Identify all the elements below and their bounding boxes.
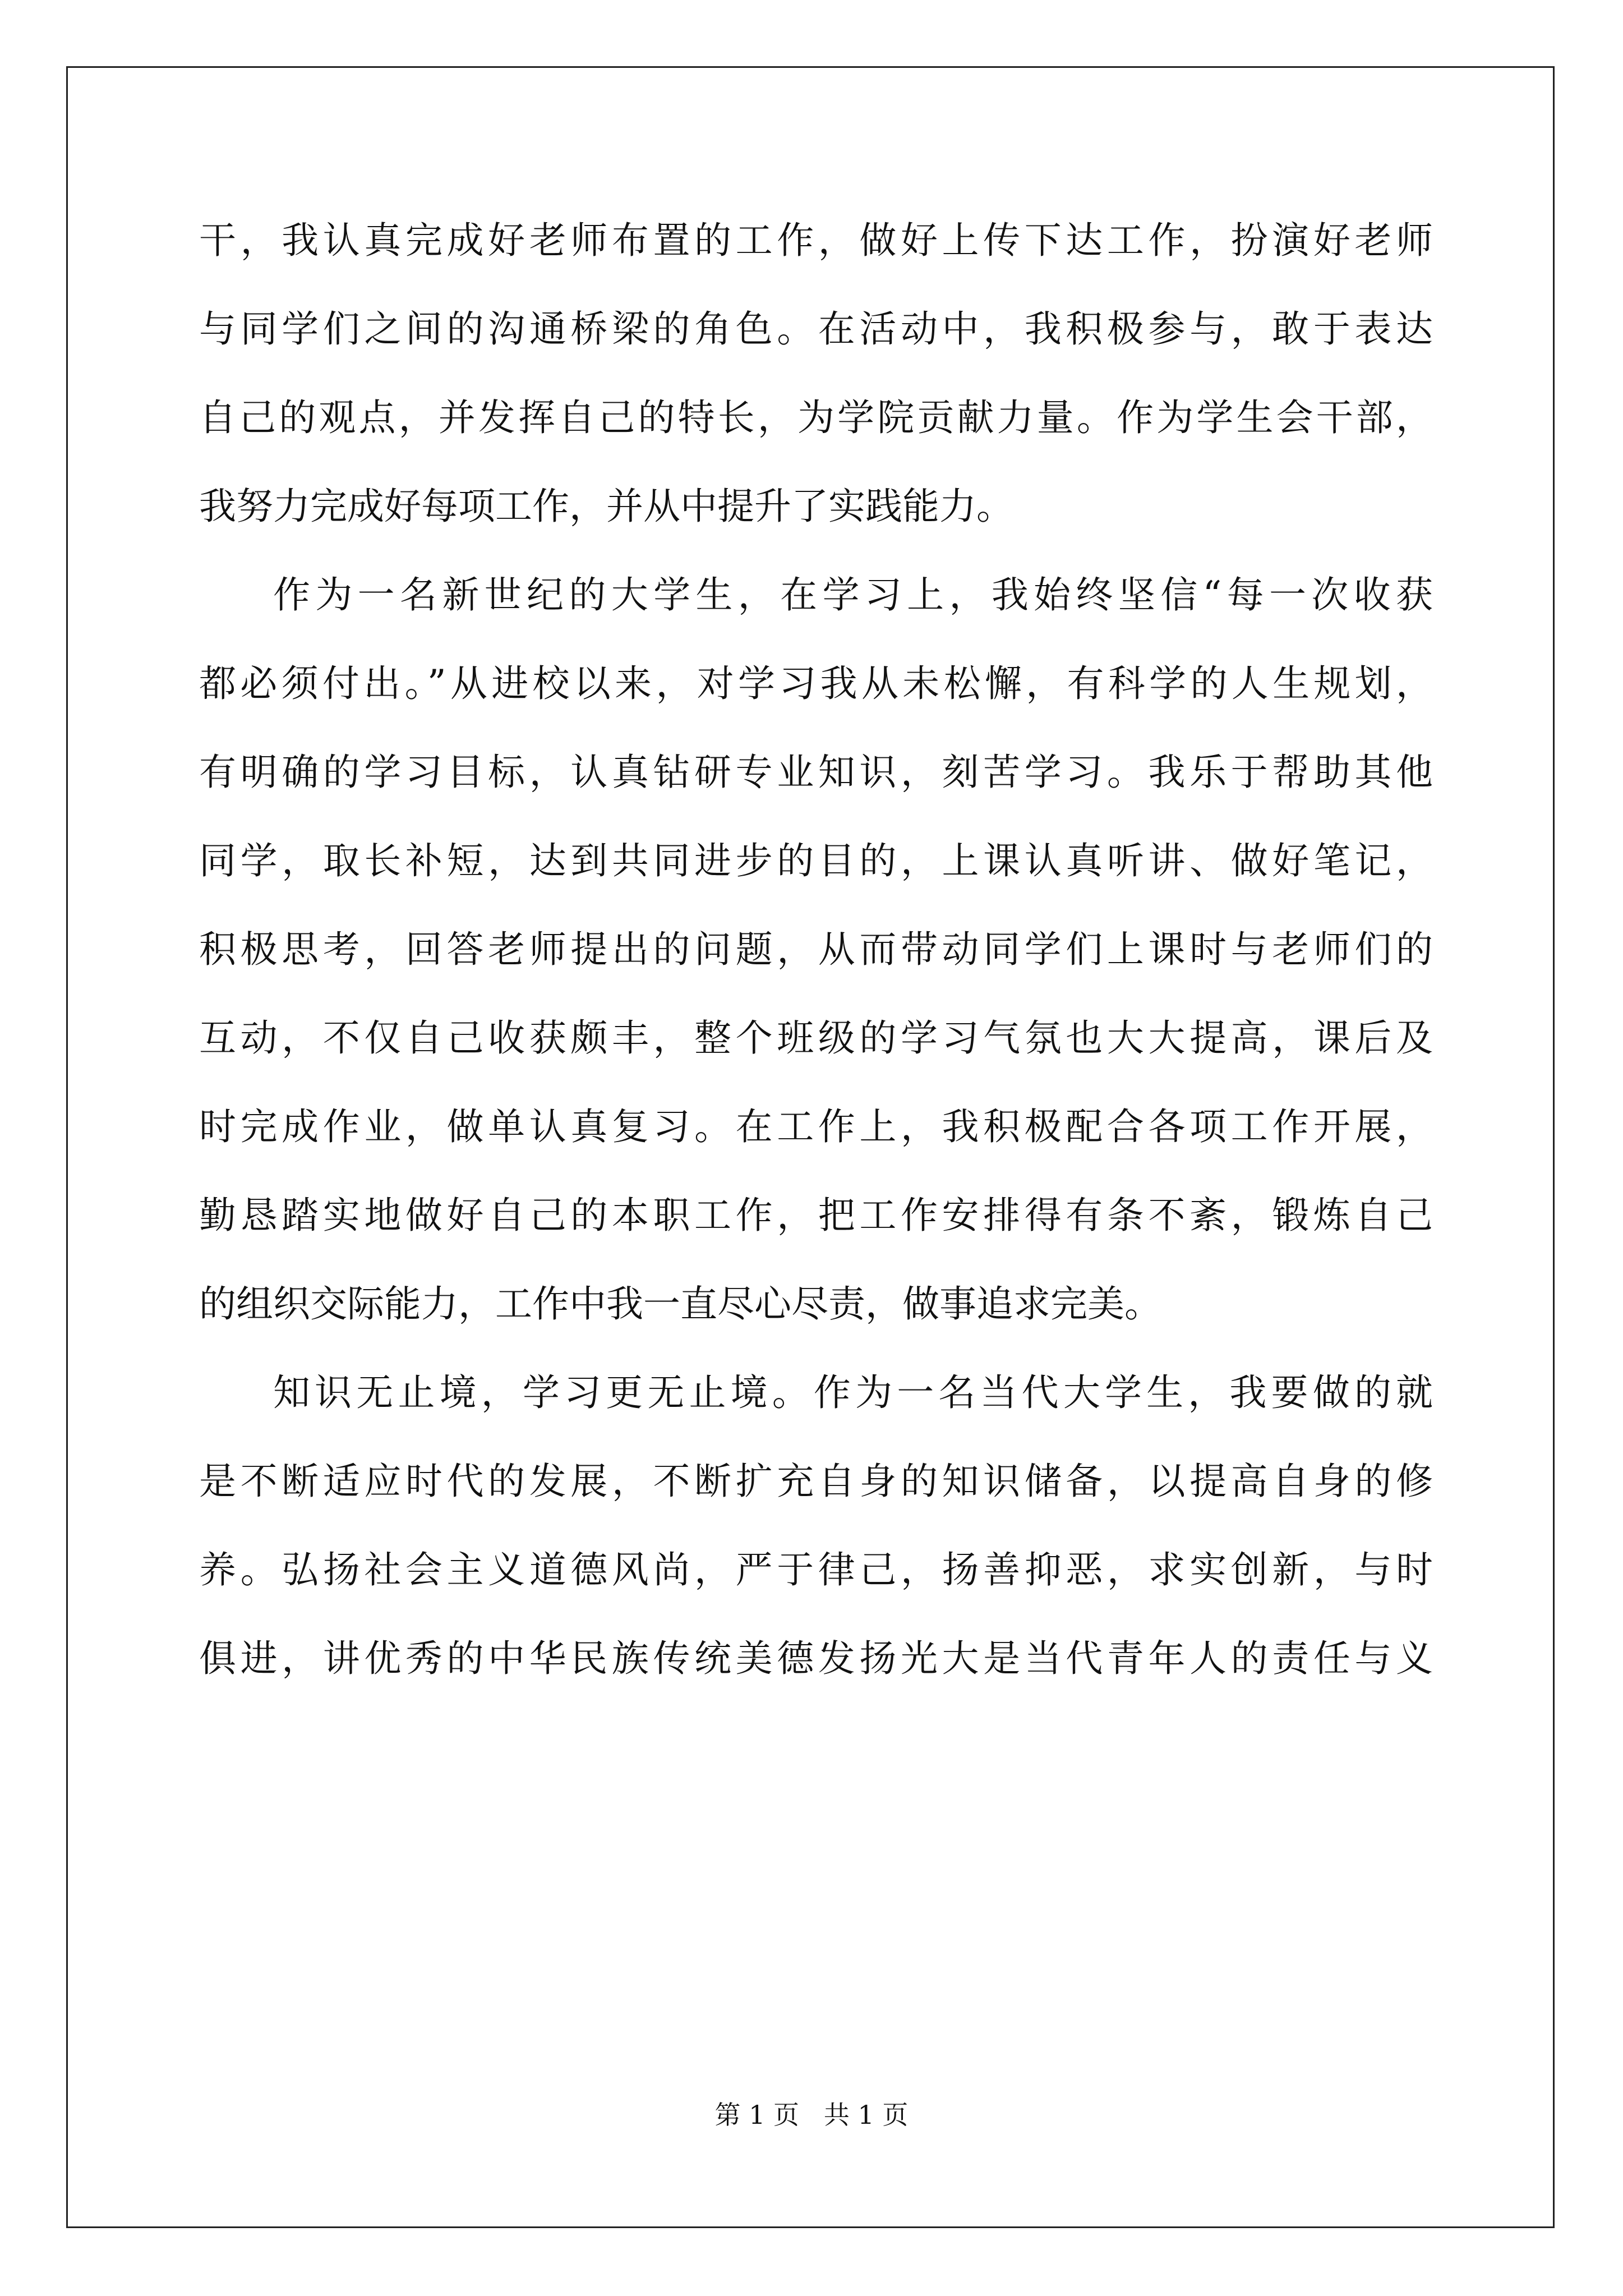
text-line: 同学，取长补短，达到共同进步的目的，上课认真听讲、做好笔记， [199, 839, 1433, 882]
text-line: 都必须付出。”从进校以来，对学习我从未松懈，有科学的人生规划， [199, 662, 1433, 705]
document-body [199, 210, 1433, 1717]
text-line: 作为一名新世纪的大学生，在学习上，我始终坚信“每一次收获 [273, 573, 1433, 616]
text-line: 与同学们之间的沟通桥梁的角色。在活动中，我积极参与，敢于表达 [199, 307, 1433, 351]
text-line: 勤恳踏实地做好自己的本职工作，把工作安排得有条不紊，锻炼自己 [199, 1194, 1433, 1237]
text-line: 互动，不仅自己收获颇丰，整个班级的学习气氛也大大提高，课后及 [199, 1016, 1433, 1060]
text-line: 知识无止境，学习更无止境。作为一名当代大学生，我要做的就 [273, 1371, 1433, 1414]
text-line: 我努力完成好每项工作，并从中提升了实践能力。 [199, 485, 1013, 528]
page-number-footer: 第 1 页 共 1 页 [714, 2100, 909, 2130]
text-line: 是不断适应时代的发展，不断扩充自身的知识储备，以提高自身的修 [199, 1460, 1433, 1503]
text-line: 俱进，讲优秀的中华民族传统美德发扬光大是当代青年人的责任与义 [199, 1637, 1433, 1680]
text-line: 的组织交际能力，工作中我一直尽心尽责，做事追求完美。 [199, 1282, 1161, 1326]
text-line: 养。弘扬社会主义道德风尚，严于律己，扬善抑恶，求实创新，与时 [199, 1548, 1433, 1591]
text-line: 干，我认真完成好老师布置的工作，做好上传下达工作，扮演好老师 [199, 219, 1433, 262]
text-line: 时完成作业，做单认真复习。在工作上，我积极配合各项工作开展， [199, 1105, 1433, 1148]
text-line: 有明确的学习目标，认真钻研专业知识，刻苦学习。我乐于帮助其他 [199, 751, 1433, 794]
text-line: 积极思考，回答老师提出的问题，从而带动同学们上课时与老师们的 [199, 928, 1433, 971]
text-line: 自己的观点，并发挥自己的特长，为学院贡献力量。作为学生会干部， [199, 396, 1433, 439]
